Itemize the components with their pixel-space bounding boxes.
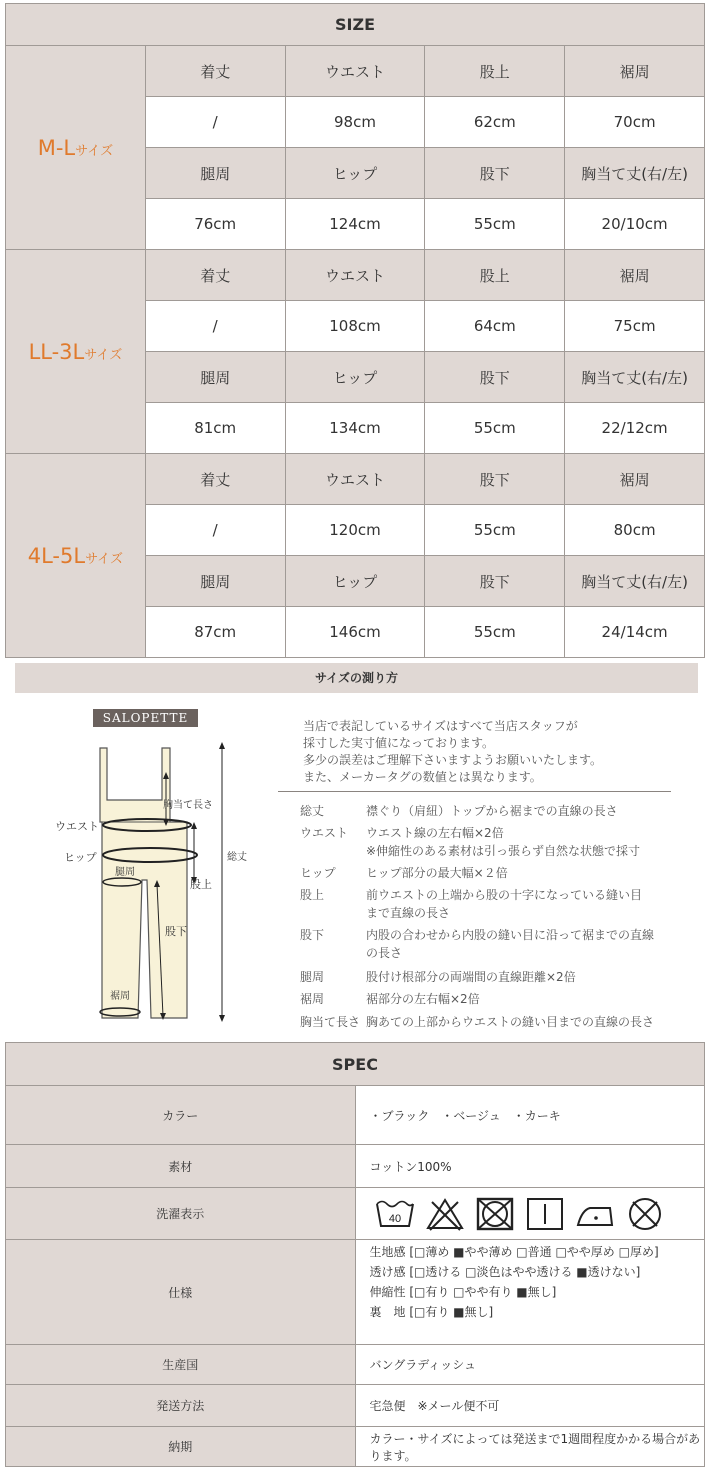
definition-desc-line: 内股の合わせから内股の縫い目に沿って裾までの直線 [366, 928, 655, 942]
iron-low-icon [574, 1196, 616, 1232]
definition-term: 股上 [300, 888, 325, 902]
size-header-cell: ウエスト [285, 46, 425, 97]
spec-line: 生地感 [□薄め ■やや薄め □普通 □やや厚め □厚め] [369, 1245, 659, 1259]
size-value-cell: 146cm [285, 607, 425, 658]
size-header-cell: ヒップ [285, 352, 425, 403]
wash-icon-row [370, 1196, 705, 1232]
size-header-cell: 股上 [425, 250, 565, 301]
diagram-label-bib: 胸当て長さ [163, 800, 213, 811]
salopette-silhouette [100, 748, 187, 1018]
spec-value [355, 1240, 705, 1345]
size-header-cell: 股下 [425, 556, 565, 607]
spec-row-shiyou [6, 1240, 705, 1345]
size-header-cell: 腿周 [145, 148, 285, 199]
definition-term: 裾周 [300, 992, 325, 1006]
diagram-label-hip: ヒップ [64, 852, 97, 864]
size-header-row [6, 46, 705, 97]
size-value-cell: 76cm [145, 199, 285, 250]
size-value-cell: 55cm [425, 199, 565, 250]
no-bleach-icon [424, 1196, 466, 1232]
size-value-cell: / [145, 301, 285, 352]
size-label-main: M-L [37, 135, 76, 160]
size-header-cell: ヒップ [285, 148, 425, 199]
size-header-cell: 腿周 [145, 556, 285, 607]
spec-label: 納期 [6, 1427, 356, 1467]
spec-row-color [6, 1086, 705, 1145]
size-table-title: SIZE [6, 4, 705, 46]
definition-term: ウエスト [300, 826, 349, 840]
spec-value: コットン100% [355, 1145, 705, 1188]
diagram-label-inseam: 股下 [165, 926, 187, 938]
definition-desc [366, 824, 696, 860]
size-header-cell: 胸当て丈(右/左) [565, 148, 705, 199]
salopette-diagram [50, 730, 270, 1030]
size-label-suffix: サイズ [85, 551, 124, 567]
spec-value: バングラディッシュ [355, 1345, 705, 1385]
diagram-label-total-length: 総丈 [227, 852, 247, 863]
definition-desc: 胸あての上部からウエストの縫い目までの直線の長さ [366, 1015, 655, 1029]
definition-desc-line: 前ウエストの上端から股の十字になっている縫い目 [366, 888, 643, 902]
definition-term: ヒップ [300, 866, 336, 880]
intro-line: また、メーカータグの数値とは異なります。 [303, 770, 542, 784]
size-value-cell: 80cm [565, 505, 705, 556]
spec-row-origin [6, 1345, 705, 1385]
size-value-cell: 22/12cm [565, 403, 705, 454]
size-value-cell: 134cm [285, 403, 425, 454]
size-header-cell: 胸当て丈(右/左) [565, 352, 705, 403]
spec-line: 伸縮性 [□有り □やや有り ■無し] [369, 1285, 557, 1299]
salopette-tag: SALOPETTE [93, 709, 198, 727]
size-value-cell: / [145, 97, 285, 148]
size-label-suffix: サイズ [75, 143, 114, 159]
size-header-cell: 胸当て丈(右/左) [565, 556, 705, 607]
spec-row-wash [6, 1188, 705, 1240]
size-header-cell: 着丈 [145, 46, 285, 97]
spec-label: 生産国 [6, 1345, 356, 1385]
size-value-cell: 108cm [285, 301, 425, 352]
definition-desc-line: ウエスト線の左右幅×2倍 [366, 826, 504, 840]
measure-guide-title: サイズの測り方 [15, 663, 698, 693]
size-header-row [6, 454, 705, 505]
size-label-suffix: サイズ [84, 347, 123, 363]
intro-line: 採寸した実寸値になっております。 [303, 736, 495, 750]
diagram-label-thigh: 腿周 [115, 867, 135, 878]
spec-line: 裏 地 [□有り ■無し] [369, 1305, 494, 1319]
no-tumble-dry-icon [474, 1196, 516, 1232]
size-value-cell: 55cm [425, 505, 565, 556]
size-header-cell: 股下 [425, 352, 565, 403]
size-header-cell: ウエスト [285, 250, 425, 301]
spec-value: ・ブラック ・ベージュ ・カーキ [355, 1086, 705, 1145]
size-value-cell: 24/14cm [565, 607, 705, 658]
size-label-ll-3l [6, 250, 146, 454]
size-header-cell: 裾周 [565, 250, 705, 301]
size-header-cell: 裾周 [565, 454, 705, 505]
size-table [5, 3, 705, 658]
size-value-cell: 55cm [425, 607, 565, 658]
measure-intro [303, 718, 683, 786]
size-label-main: LL-3L [28, 339, 85, 364]
definition-desc: 襟ぐり（肩紐）トップから裾までの直線の長さ [366, 804, 618, 818]
no-dry-clean-icon [624, 1196, 666, 1232]
definition-desc [366, 886, 696, 922]
definition-term: 胸当て長さ [300, 1015, 361, 1029]
size-value-cell: 62cm [425, 97, 565, 148]
intro-line: 多少の誤差はご理解下さいますようお願いいたします。 [303, 753, 603, 767]
definition-term: 腿周 [300, 970, 325, 984]
spec-label: 洗濯表示 [6, 1188, 356, 1240]
spec-label: 発送方法 [6, 1385, 356, 1427]
size-value-cell: 20/10cm [565, 199, 705, 250]
size-header-cell: ウエスト [285, 454, 425, 505]
diagram-label-hem: 裾周 [110, 991, 130, 1002]
wash-40-icon [374, 1196, 416, 1232]
size-header-cell: 腿周 [145, 352, 285, 403]
size-value-cell: 64cm [425, 301, 565, 352]
size-header-cell: ヒップ [285, 556, 425, 607]
size-value-cell: 98cm [285, 97, 425, 148]
spec-table-title: SPEC [6, 1043, 705, 1086]
line-dry-icon [524, 1196, 566, 1232]
intro-line: 当店で表記しているサイズはすべて当店スタッフが [303, 719, 578, 733]
definition-desc-line: の長さ [366, 946, 403, 960]
size-header-cell: 着丈 [145, 250, 285, 301]
size-header-cell: 裾周 [565, 46, 705, 97]
size-label-4l-5l [6, 454, 146, 658]
definition-desc-line: ※伸縮性のある素材は引っ張らず自然な状態で採寸 [366, 844, 641, 858]
spec-row-shipping [6, 1385, 705, 1427]
definition-term: 総丈 [300, 804, 325, 818]
size-header-cell: 股上 [425, 46, 565, 97]
spec-label: カラー [6, 1086, 356, 1145]
size-value-cell: 75cm [565, 301, 705, 352]
diagram-label-rise: 股上 [190, 879, 212, 891]
size-value-cell: 87cm [145, 607, 285, 658]
definition-desc: 裾部分の左右幅×2倍 [366, 992, 480, 1006]
spec-table [5, 1042, 705, 1467]
definition-desc: ヒップ部分の最大幅×２倍 [366, 866, 508, 880]
size-value-cell: 120cm [285, 505, 425, 556]
size-value-cell: 81cm [145, 403, 285, 454]
size-label-main: 4L-5L [27, 543, 86, 568]
size-value-cell: 124cm [285, 199, 425, 250]
spec-label: 仕様 [6, 1240, 356, 1345]
size-header-cell: 股下 [425, 454, 565, 505]
size-header-row [6, 250, 705, 301]
size-header-cell: 着丈 [145, 454, 285, 505]
spec-value: 宅急便 ※メール便不可 [355, 1385, 705, 1427]
definition-term: 股下 [300, 928, 325, 942]
spec-row-material [6, 1145, 705, 1188]
size-value-cell: 70cm [565, 97, 705, 148]
size-label-m-l [6, 46, 146, 250]
guide-divider [278, 791, 671, 792]
size-header-cell: 股下 [425, 148, 565, 199]
definition-desc-line: まで直線の長さ [366, 906, 451, 920]
size-value-cell: 55cm [425, 403, 565, 454]
spec-row-delivery [6, 1427, 705, 1467]
spec-value: カラー・サイズによっては発送まで1週間程度かかる場合があります。 [355, 1427, 705, 1467]
spec-value-wash [355, 1188, 705, 1240]
definition-desc: 股付け根部分の両端間の直線距離×2倍 [366, 970, 576, 984]
definition-desc [366, 926, 696, 962]
svg-text:40: 40 [388, 1212, 401, 1225]
diagram-label-waist: ウエスト [55, 821, 99, 833]
spec-line: 透け感 [□透ける □淡色はやや透ける ■透けない] [369, 1265, 641, 1279]
size-value-cell: / [145, 505, 285, 556]
spec-label: 素材 [6, 1145, 356, 1188]
